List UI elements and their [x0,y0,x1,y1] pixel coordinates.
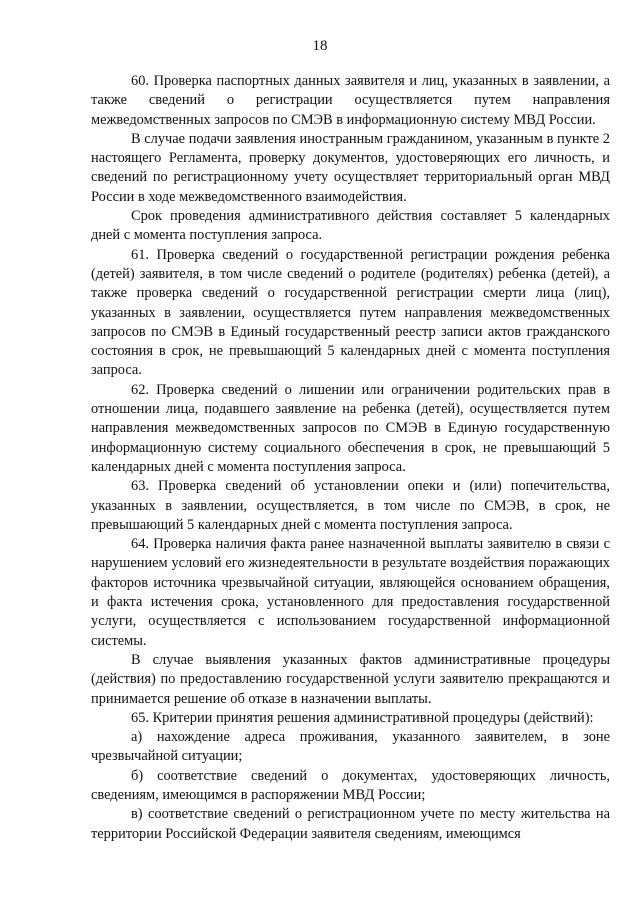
document-body [91,72,610,844]
paragraph-deadline: Срок проведения административного действия составляет 5 календарных дней с момента поступления запроса. [91,208,610,244]
paragraph-64: 64. Проверка наличия факта ранее назначенной выплаты заявителю в связи с нарушением условий его жизнедеятельности в результате воздействия поражающих факторов источника чрезвычайной ситуации, являющейся основанием обращения, и факта истечения срока, установленного для предоставления государственной услуги, осуществляется с использованием государственной информационной системы. [91,536,610,649]
page-number: 18 [312,38,328,54]
paragraph-termination: В случае выявления указанных фактов административные процедуры (действия) по предоставлению государственной услуги заявителю прекращаются и принимается решение об отказе в назначении выплаты. [91,651,610,707]
criterion-a: а) нахождение адреса проживания, указанного заявителем, в зоне чрезвычайной ситуации; [91,729,610,765]
paragraph-63: 63. Проверка сведений об установлении опеки и (или) попечительства, указанных в заявлении, осуществляется, в том числе по СМЭВ, в срок, не превышающий 5 календарных дней с момента поступления запроса. [91,478,610,533]
paragraph-foreign-citizen: В случае подачи заявления иностранным гражданином, указанным в пункте 2 настоящего Регламента, проверку документов, удостоверяющих его личность, и сведений по регистрационному учету осуществляет территориальный орган МВД России в ходе межведомственного взаимодействия. [91,130,610,205]
criterion-c: в) соответствие сведений о регистрационном учете по месту жительства на территории Российской Федерации заявителя сведениям, имеющимся [91,806,610,842]
paragraph-60: 60. Проверка паспортных данных заявителя и лиц, указанных в заявлении, а также сведений о регистрации осуществляется путем направления межведомственных запросов по СМЭВ в информационную систему МВД России. [91,73,610,128]
paragraph-65: 65. Критерии принятия решения административной процедуры (действий): [131,709,594,726]
paragraph-61: 61. Проверка сведений о государственной регистрации рождения ребенка (детей) заявителя, в том числе сведений о родителе (родителях) ребенка (детей), а также проверка сведений о государственной регистрации смерти лица (лиц), указанных в заявлении, осуществляется путем направления межведомственных запросов по СМЭВ в Единый государственный реестр записи актов гражданского состояния в срок, не превышающий 5 календарных дней с момента поступления запроса. [91,246,610,379]
criterion-b: б) соответствие сведений о документах, удостоверяющих личность, сведениям, имеющимся в распоряжении МВД России; [91,767,610,803]
paragraph-62: 62. Проверка сведений о лишении или ограничении родительских прав в отношении лица, подавшего заявление на ребенка (детей), осуществляется путем направления межведомственных запросов по СМЭВ в Единую государственную информационную систему социального обеспечения в срок, не превышающий 5 календарных дней с момента поступления запроса. [91,381,610,475]
